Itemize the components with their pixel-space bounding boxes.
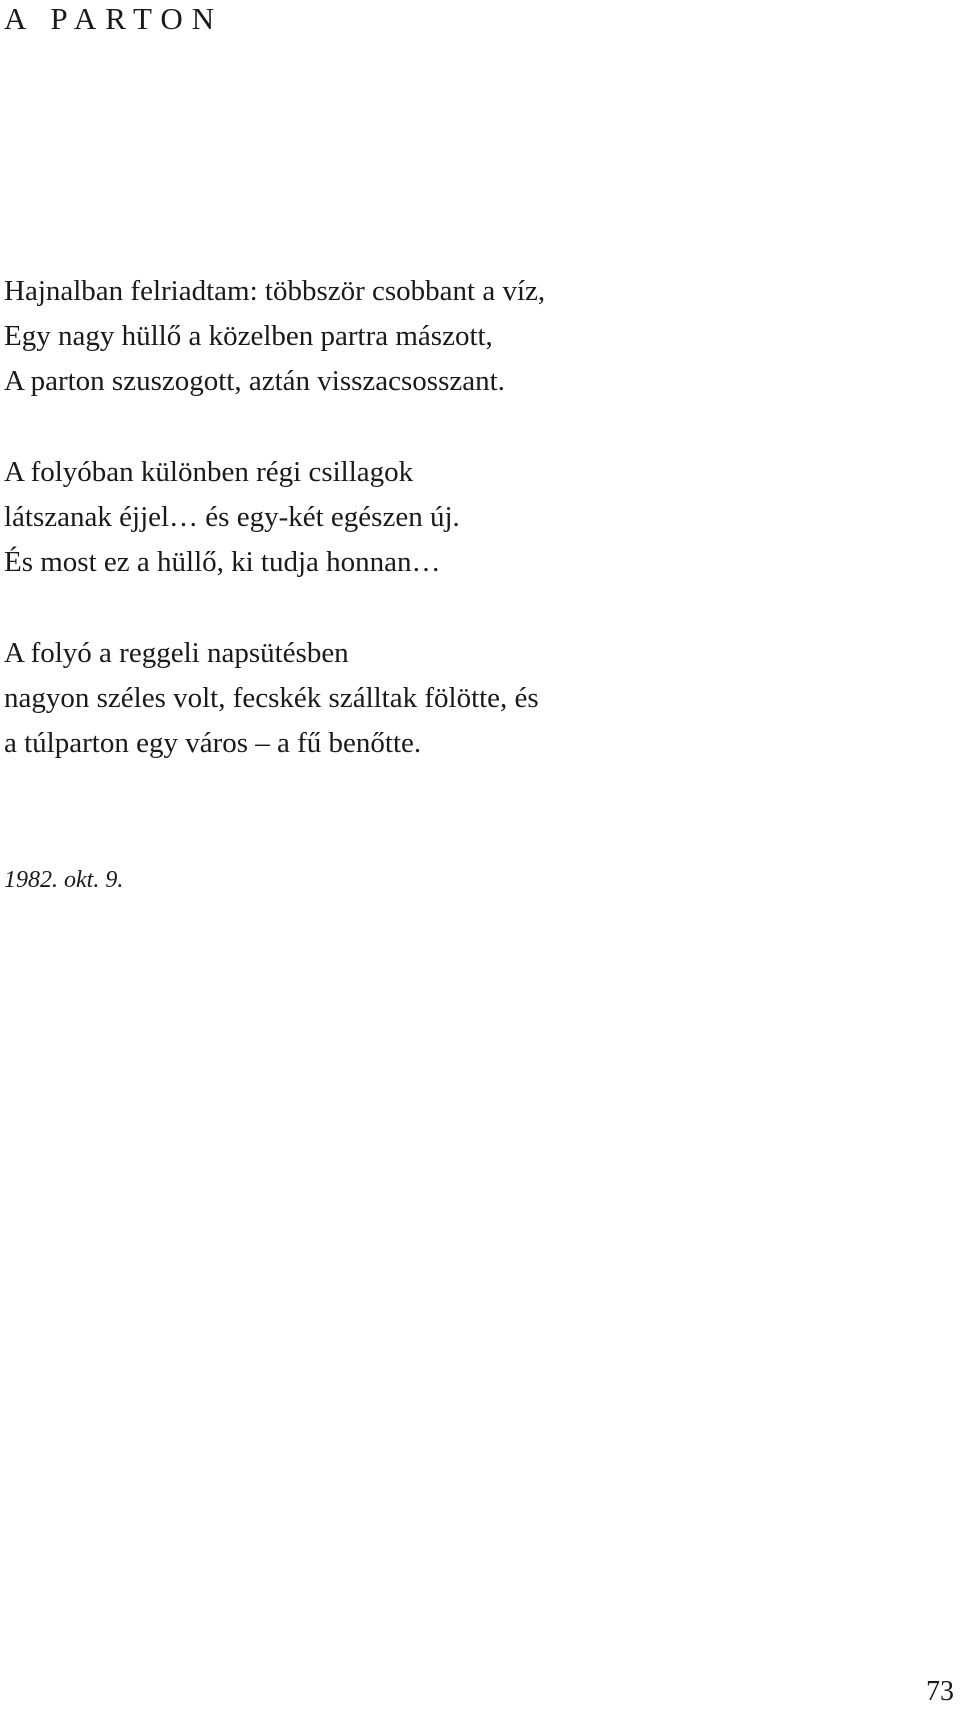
stanza-2 — [4, 450, 545, 585]
stanza-3 — [4, 631, 545, 766]
poem-body — [4, 269, 545, 766]
verse-line: látszanak éjjel… és egy-két egészen új. — [4, 501, 460, 533]
verse-line: nagyon széles volt, fecskék szálltak fölötte, és — [4, 682, 539, 714]
verse-line: a túlparton egy város – a fű benőtte. — [4, 727, 422, 759]
poem-date: 1982. okt. 9. — [4, 867, 124, 893]
stanza-1 — [4, 269, 545, 404]
verse-line: A parton szuszogott, aztán visszacsosszant. — [4, 365, 505, 397]
verse-line: A folyóban különben régi csillagok — [4, 456, 414, 488]
page-number: 73 — [926, 1676, 954, 1707]
verse-line: A folyó a reggeli napsütésben — [4, 637, 349, 669]
verse-line: Hajnalban felriadtam: többször csobbant a víz, — [4, 275, 546, 307]
poem-title: A PARTON — [4, 1, 224, 36]
verse-line: Egy nagy hüllő a közelben partra mászott, — [4, 320, 493, 352]
verse-line: És most ez a hüllő, ki tudja honnan… — [4, 546, 441, 578]
